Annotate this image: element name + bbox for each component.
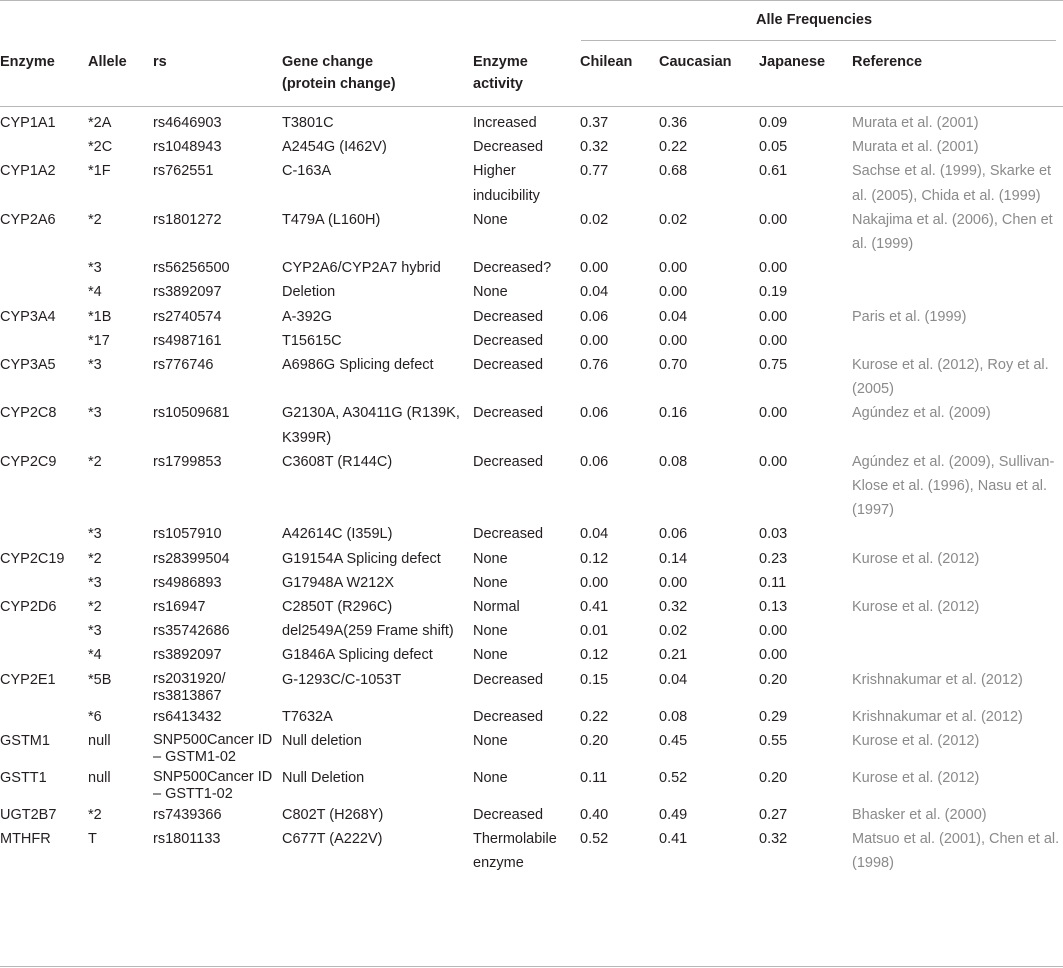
cell-reference: Kurose et al. (2012), Roy et al. (2005) [852,357,1049,398]
cell-enzyme: CYP2C8 [0,405,57,422]
cell-activity: None [473,647,508,664]
cell-rs: SNP500Cancer ID – GSTT1-02 [153,768,273,802]
cell-activity: Decreased [473,526,544,543]
cell-enzyme: CYP2E1 [0,671,56,688]
cell-allele: null [88,769,111,786]
cell-chilean: 0.22 [580,708,609,725]
cell-reference: Agúndez et al. (2009) [852,405,991,422]
table-row [0,111,1063,135]
cell-enzyme: CYP1A2 [0,163,56,180]
cell-caucasian: 0.49 [659,806,688,823]
cell-caucasian: 0.32 [659,599,688,616]
cell-rs: rs35742686 [153,623,230,640]
cell-rs: SNP500Cancer ID – GSTM1-02 [153,731,273,765]
cell-enzyme: CYP2D6 [0,599,57,616]
cell-caucasian: 0.36 [659,115,688,131]
table-row [0,135,1063,159]
table-row [0,729,1063,766]
cell-chilean: 0.76 [580,357,609,374]
cell-activity: None [473,550,508,567]
table-row [0,401,1063,449]
cell-allele: null [88,732,111,749]
column-header-japanese: Japanese [759,54,826,70]
cell-reference [852,619,1063,643]
table-row [0,705,1063,729]
cell-chilean: 0.11 [580,769,608,786]
cell-reference: Kurose et al. (2012) [852,732,980,749]
cell-japanese: 0.00 [759,211,788,228]
cell-gene-change: Deletion [282,284,336,301]
cell-japanese: 0.27 [759,806,788,823]
cell-caucasian: 0.08 [659,708,688,725]
cell-gene-change: Null Deletion [282,769,365,786]
table-row [0,547,1063,571]
column-header-enzyme-activity-2: activity [473,76,523,92]
cell-allele: *2 [88,453,102,470]
cell-enzyme [0,256,88,280]
cell-enzyme [0,280,88,304]
cell-japanese: 0.00 [759,332,788,349]
cell-japanese: 0.11 [759,574,787,591]
cell-reference: Sachse et al. (1999), Skarke et al. (2005), Chida et al. (1999) [852,163,1052,204]
cell-gene-change: T3801C [282,115,334,131]
cell-caucasian: 0.45 [659,732,688,749]
header-bottom-rule [0,106,1063,107]
cell-reference [852,329,1063,353]
cell-reference [852,256,1063,280]
cell-japanese: 0.05 [759,139,788,156]
cell-japanese: 0.00 [759,647,788,664]
cell-gene-change: C-163A [282,163,332,180]
cell-caucasian: 0.06 [659,526,688,543]
column-header-enzyme-activity-1: Enzyme [473,54,528,70]
cell-allele: *2 [88,599,102,616]
cell-allele: T [88,831,97,848]
cell-reference: Paris et al. (1999) [852,308,967,325]
cell-activity: Thermolabile enzyme [473,831,557,872]
cell-rs: rs762551 [153,163,214,180]
cell-rs: rs4987161 [153,332,222,349]
cell-enzyme: CYP2A6 [0,211,56,228]
cell-gene-change: T7632A [282,708,333,725]
cell-activity: None [473,574,508,591]
cell-chilean: 0.40 [580,806,609,823]
cell-allele: *17 [88,332,110,349]
table-row [0,619,1063,643]
table-row [0,668,1063,705]
cell-chilean: 0.37 [580,115,609,131]
cell-allele: *2A [88,115,112,131]
cell-allele: *4 [88,284,102,301]
cell-activity: Decreased [473,453,544,470]
table-row [0,522,1063,546]
cell-allele: *5B [88,671,112,688]
cell-caucasian: 0.04 [659,308,688,325]
cell-enzyme [0,619,88,643]
cell-reference [852,643,1063,667]
cell-chilean: 0.20 [580,732,609,749]
cell-gene-change: G-1293C/C-1053T [282,671,402,688]
cell-activity: None [473,769,508,786]
cell-rs: rs776746 [153,357,214,374]
cell-caucasian: 0.02 [659,211,688,228]
table-bottom-rule [0,966,1063,967]
cell-chilean: 0.00 [580,260,609,277]
cell-chilean: 0.04 [580,284,609,301]
cell-japanese: 0.00 [759,405,788,422]
cell-japanese: 0.75 [759,357,788,374]
cell-caucasian: 0.00 [659,332,688,349]
cell-chilean: 0.06 [580,308,609,325]
cell-enzyme: GSTM1 [0,732,50,749]
cell-caucasian: 0.00 [659,260,688,277]
cell-allele: *3 [88,574,102,591]
cell-gene-change: C2850T (R296C) [282,599,393,616]
cell-allele: *2 [88,806,102,823]
cell-gene-change: G1846A Splicing defect [282,647,433,664]
column-header-allele: Allele [88,54,127,70]
cell-gene-change: CYP2A6/CYP2A7 hybrid [282,260,441,277]
cell-gene-change: A-392G [282,308,332,325]
cell-rs: rs16947 [153,599,206,616]
cell-activity: Decreased [473,405,544,422]
cell-gene-change: G19154A Splicing defect [282,550,441,567]
column-header-chilean: Chilean [580,54,633,70]
cell-japanese: 0.09 [759,115,788,131]
cell-enzyme: UGT2B7 [0,806,57,823]
cell-enzyme [0,643,88,667]
table-row [0,643,1063,667]
cell-japanese: 0.13 [759,599,788,616]
cell-caucasian: 0.14 [659,550,688,567]
cell-chilean: 0.52 [580,831,609,848]
cell-allele: *2C [88,139,113,156]
column-header-reference: Reference [852,54,923,70]
cell-gene-change: G17948A W212X [282,574,395,591]
cell-reference: Krishnakumar et al. (2012) [852,671,1023,688]
cell-reference [852,280,1063,304]
cell-caucasian: 0.70 [659,357,688,374]
cell-japanese: 0.20 [759,769,788,786]
cell-rs: rs3892097 [153,284,222,301]
cell-japanese: 0.55 [759,732,788,749]
cell-caucasian: 0.08 [659,453,688,470]
cell-japanese: 0.32 [759,831,788,848]
cell-reference: Krishnakumar et al. (2012) [852,708,1023,725]
cell-caucasian: 0.68 [659,163,688,180]
cell-rs: rs1801272 [153,211,222,228]
cell-allele: *6 [88,708,102,725]
cell-caucasian: 0.21 [659,647,688,664]
cell-rs: rs1048943 [153,139,222,156]
cell-chilean: 0.12 [580,550,609,567]
cell-rs: rs1057910 [153,526,222,543]
cell-reference: Kurose et al. (2012) [852,550,980,567]
cell-gene-change: T15615C [282,332,342,349]
cell-japanese: 0.23 [759,550,788,567]
cell-gene-change: G2130A, A30411G (R139K, K399R) [282,405,460,446]
cell-enzyme: MTHFR [0,831,51,848]
column-header-enzyme: Enzyme [0,54,55,70]
cell-reference: Murata et al. (2001) [852,139,979,156]
cell-chilean: 0.15 [580,671,609,688]
cell-activity: Decreased [473,671,544,688]
cell-caucasian: 0.00 [659,284,688,301]
cell-chilean: 0.04 [580,526,609,543]
cell-activity: Decreased [473,806,544,823]
cell-enzyme: GSTT1 [0,769,47,786]
cell-rs: rs2740574 [153,308,222,325]
cell-japanese: 0.00 [759,260,788,277]
cell-allele: *3 [88,405,102,422]
table-row [0,329,1063,353]
cell-chilean: 0.41 [580,599,609,616]
cell-caucasian: 0.02 [659,623,688,640]
cell-activity: Decreased [473,139,544,156]
cell-chilean: 0.06 [580,405,609,422]
cell-reference: Matsuo et al. (2001), Chen et al. (1998) [852,831,1060,872]
cell-chilean: 0.06 [580,453,609,470]
cell-activity: Increased [473,115,537,131]
table-row [0,256,1063,280]
cell-enzyme [0,705,88,729]
cell-caucasian: 0.16 [659,405,688,422]
cell-reference: Murata et al. (2001) [852,115,979,131]
cell-chilean: 0.00 [580,574,609,591]
group-header-allele-frequencies: Alle Frequencies [756,12,873,28]
table-row [0,571,1063,595]
cell-enzyme: CYP2C19 [0,550,65,567]
cell-rs: rs2031920/ rs3813867 [153,670,226,704]
cell-japanese: 0.00 [759,623,788,640]
cell-enzyme: CYP3A5 [0,357,56,374]
cell-gene-change: A2454G (I462V) [282,139,387,156]
cell-rs: rs4646903 [153,115,222,131]
cell-activity: None [473,211,508,228]
cell-chilean: 0.77 [580,163,609,180]
cell-allele: *3 [88,260,102,277]
cell-caucasian: 0.41 [659,831,688,848]
cell-chilean: 0.01 [580,623,609,640]
column-header-caucasian: Caucasian [659,54,732,70]
cell-activity: Decreased [473,332,544,349]
cell-activity: Higher inducibility [473,163,540,204]
cell-chilean: 0.32 [580,139,609,156]
cell-rs: rs10509681 [153,405,230,422]
cell-rs: rs3892097 [153,647,222,664]
column-header-gene-change: Gene change [282,54,374,70]
cell-gene-change: Null deletion [282,732,362,749]
cell-allele: *4 [88,647,102,664]
cell-reference [852,522,1063,546]
cell-caucasian: 0.52 [659,769,688,786]
cell-rs: rs1801133 [153,831,221,848]
table-row [0,353,1063,401]
cell-activity: Normal [473,599,520,616]
cell-activity: Decreased [473,357,544,374]
table-top-rule [0,0,1063,1]
cell-allele: *2 [88,550,102,567]
cell-japanese: 0.20 [759,671,788,688]
table-row [0,766,1063,803]
cell-allele: *3 [88,623,102,640]
cell-rs: rs28399504 [153,550,230,567]
cell-enzyme: CYP3A4 [0,308,56,325]
cell-rs: rs56256500 [153,260,230,277]
cell-gene-change: C3608T (R144C) [282,453,393,470]
cell-rs: rs4986893 [153,574,222,591]
allele-frequency-table [0,111,1063,875]
table-row [0,305,1063,329]
cell-enzyme: CYP1A1 [0,115,56,131]
cell-gene-change: T479A (L160H) [282,211,381,228]
cell-caucasian: 0.22 [659,139,688,156]
cell-enzyme [0,522,88,546]
cell-gene-change: del2549A(259 Frame shift) [282,623,454,640]
cell-gene-change: C677T (A222V) [282,831,383,848]
cell-allele: *1F [88,163,111,180]
cell-allele: *1B [88,308,112,325]
cell-reference [852,571,1063,595]
cell-activity: Decreased? [473,260,552,277]
cell-gene-change: A6986G Splicing defect [282,357,434,374]
cell-japanese: 0.03 [759,526,788,543]
cell-japanese: 0.61 [759,163,788,180]
cell-allele: *3 [88,357,102,374]
cell-activity: Decreased [473,308,544,325]
cell-chilean: 0.00 [580,332,609,349]
cell-rs: rs1799853 [153,453,222,470]
cell-enzyme [0,135,88,159]
table-row [0,803,1063,827]
cell-chilean: 0.02 [580,211,609,228]
cell-japanese: 0.00 [759,308,788,325]
cell-reference: Agúndez et al. (2009), Sullivan-Klose et al. (1996), Nasu et al. (1997) [852,453,1055,519]
column-header-rs: rs [153,54,167,70]
cell-reference: Nakajima et al. (2006), Chen et al. (1999) [852,211,1053,253]
cell-activity: None [473,732,508,749]
cell-activity: None [473,284,508,301]
cell-enzyme [0,329,88,353]
cell-rs: rs7439366 [153,806,222,823]
table-row [0,280,1063,304]
table-row [0,159,1063,207]
cell-allele: *3 [88,526,102,543]
table-row [0,208,1063,256]
cell-allele: *2 [88,211,102,228]
cell-caucasian: 0.00 [659,574,688,591]
table-row [0,450,1063,523]
cell-enzyme [0,571,88,595]
cell-caucasian: 0.04 [659,671,688,688]
cell-japanese: 0.19 [759,284,788,301]
cell-gene-change: A42614C (I359L) [282,526,393,543]
cell-reference: Kurose et al. (2012) [852,769,980,786]
table-row [0,595,1063,619]
cell-reference: Bhasker et al. (2000) [852,806,987,823]
group-header-rule [581,40,1056,41]
cell-japanese: 0.29 [759,708,788,725]
table-row [0,827,1063,875]
cell-japanese: 0.00 [759,453,788,470]
cell-activity: Decreased [473,708,544,725]
cell-rs: rs6413432 [153,708,222,725]
cell-gene-change: C802T (H268Y) [282,806,384,823]
cell-chilean: 0.12 [580,647,609,664]
cell-activity: None [473,623,508,640]
cell-reference: Kurose et al. (2012) [852,599,980,616]
cell-enzyme: CYP2C9 [0,453,57,470]
column-header-protein-change: (protein change) [282,76,396,92]
